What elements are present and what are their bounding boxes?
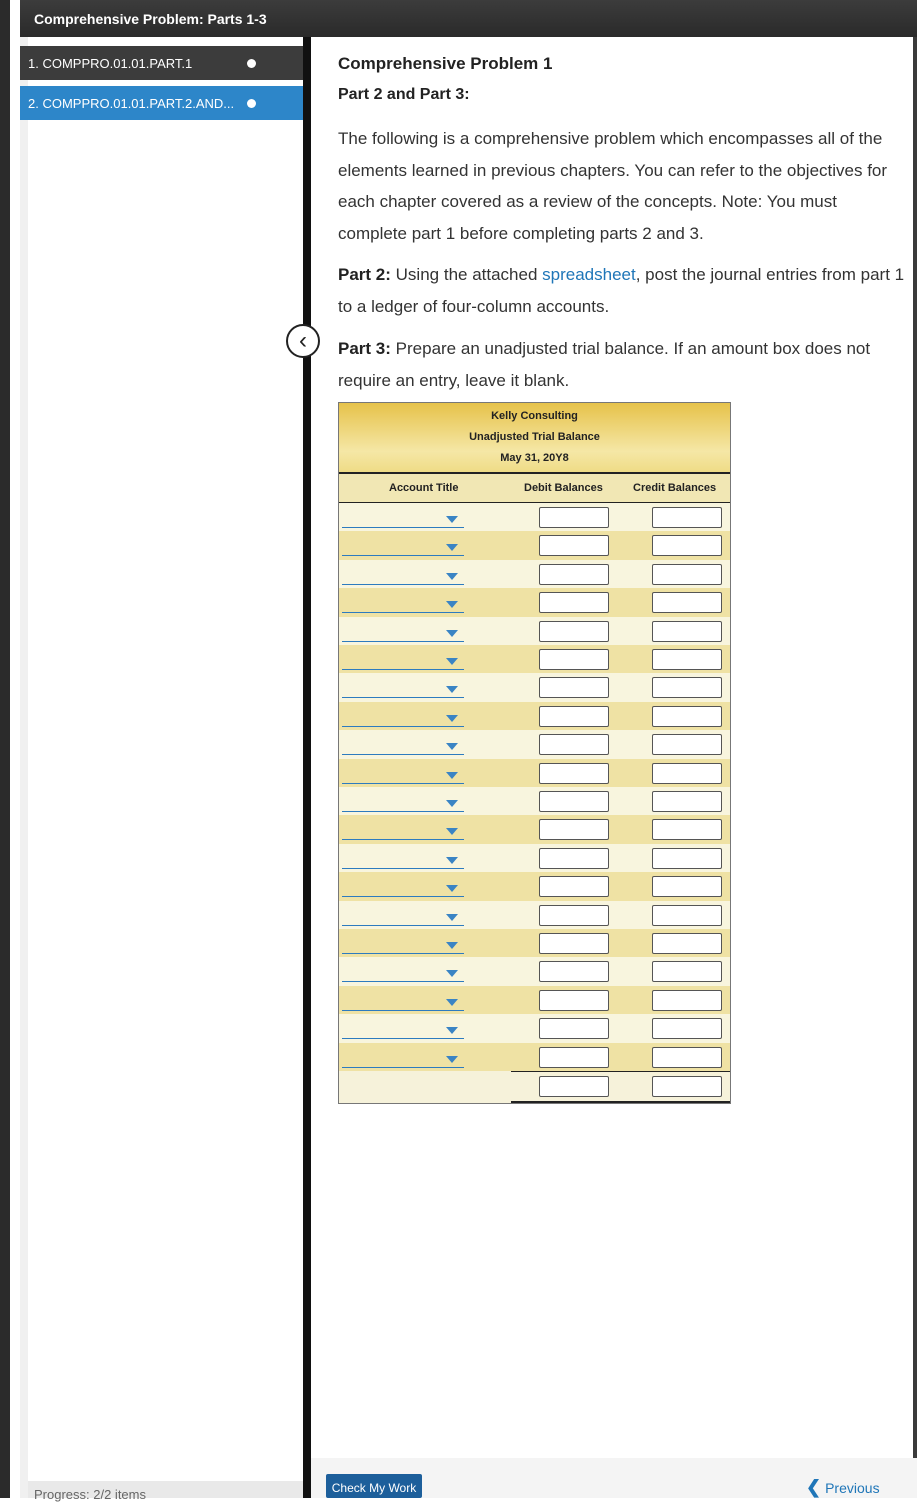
chevron-left-icon: ❮ — [806, 1477, 822, 1497]
intro-paragraph: The following is a comprehensive problem which encompasses all of the elements learned in previous chapters. You can refer to the objectives for each chapter covered as a review of the concepts. Note: You must complete part 1 before completing parts 2 and 3. — [338, 129, 888, 243]
part3-label: Part 3: — [338, 339, 391, 358]
credit-input[interactable] — [652, 763, 722, 784]
debit-input[interactable] — [539, 507, 609, 528]
dropdown-arrow-icon[interactable] — [446, 715, 458, 722]
account-title-dropdown[interactable] — [342, 584, 464, 585]
debit-input[interactable] — [539, 649, 609, 670]
debit-input[interactable] — [539, 848, 609, 869]
account-title-dropdown[interactable] — [342, 811, 464, 812]
col-credit: Credit Balances — [633, 482, 717, 494]
credit-input[interactable] — [652, 535, 722, 556]
page-subtitle: Part 2 and Part 3: — [338, 86, 470, 103]
dropdown-arrow-icon[interactable] — [446, 544, 458, 551]
debit-input[interactable] — [539, 990, 609, 1011]
account-title-dropdown[interactable] — [342, 641, 464, 642]
trial-balance-heading — [339, 403, 730, 474]
table-row — [339, 503, 730, 532]
debit-input[interactable] — [539, 1018, 609, 1039]
sidebar-item-part1[interactable] — [20, 46, 303, 80]
panel-divider[interactable] — [303, 37, 311, 1498]
spreadsheet-link[interactable]: spreadsheet — [542, 265, 636, 284]
company-name: Kelly Consulting — [491, 410, 578, 422]
total-debit-input[interactable] — [539, 1076, 609, 1097]
account-title-dropdown[interactable] — [342, 839, 464, 840]
account-title-dropdown[interactable] — [342, 896, 464, 897]
table-row — [339, 1014, 730, 1043]
dropdown-arrow-icon[interactable] — [446, 516, 458, 523]
credit-input[interactable] — [652, 819, 722, 840]
credit-input[interactable] — [652, 734, 722, 755]
column-headers — [339, 474, 730, 504]
table-row — [339, 929, 730, 958]
sidebar-item-part2-and-3[interactable] — [20, 86, 303, 120]
account-title-dropdown[interactable] — [342, 669, 464, 670]
debit-input[interactable] — [539, 564, 609, 585]
table-row — [339, 815, 730, 844]
part2-label: Part 2: — [338, 265, 391, 284]
debit-input[interactable] — [539, 819, 609, 840]
debit-input[interactable] — [539, 706, 609, 727]
debit-input[interactable] — [539, 961, 609, 982]
dropdown-arrow-icon[interactable] — [446, 1027, 458, 1034]
dropdown-arrow-icon[interactable] — [446, 828, 458, 835]
account-title-dropdown[interactable] — [342, 612, 464, 613]
table-row — [339, 957, 730, 986]
col-account-title: Account Title — [389, 482, 459, 494]
part3-text: Prepare an unadjusted trial balance. If an amount box does not require an entry, leave it blank. — [338, 339, 871, 390]
account-title-dropdown[interactable] — [342, 953, 464, 954]
part3-paragraph — [338, 333, 908, 396]
dropdown-arrow-icon[interactable] — [446, 857, 458, 864]
table-row — [339, 588, 730, 617]
debit-input[interactable] — [539, 621, 609, 642]
credit-input[interactable] — [652, 706, 722, 727]
credit-input[interactable] — [652, 905, 722, 926]
account-title-dropdown[interactable] — [342, 783, 464, 784]
credit-input[interactable] — [652, 677, 722, 698]
dropdown-arrow-icon[interactable] — [446, 743, 458, 750]
table-row — [339, 759, 730, 788]
assignment-title: Comprehensive Problem: Parts 1-3 — [34, 11, 267, 27]
credit-input[interactable] — [652, 876, 722, 897]
total-credit-input[interactable] — [652, 1076, 722, 1097]
collapse-sidebar-button[interactable] — [286, 324, 320, 358]
debit-input[interactable] — [539, 1047, 609, 1068]
table-row — [339, 617, 730, 646]
part2-text-end: , post the journal entries from part 1 to a ledger of four-column accounts. — [338, 265, 905, 316]
sidebar-item-label: 1. COMPPRO.01.01.PART.1 — [28, 56, 193, 71]
debit-input[interactable] — [539, 933, 609, 954]
dropdown-arrow-icon[interactable] — [446, 601, 458, 608]
account-title-dropdown[interactable] — [342, 555, 464, 556]
debit-input[interactable] — [539, 592, 609, 613]
debit-input[interactable] — [539, 905, 609, 926]
credit-input[interactable] — [652, 592, 722, 613]
dropdown-arrow-icon[interactable] — [446, 772, 458, 779]
page-title: Comprehensive Problem 1 — [338, 54, 553, 73]
assignment-header — [20, 0, 917, 37]
debit-input[interactable] — [539, 791, 609, 812]
account-title-dropdown[interactable] — [342, 925, 464, 926]
left-edge — [0, 0, 10, 1498]
credit-input[interactable] — [652, 564, 722, 585]
account-title-dropdown[interactable] — [342, 1067, 464, 1068]
debit-input[interactable] — [539, 535, 609, 556]
table-row — [339, 702, 730, 731]
dropdown-arrow-icon[interactable] — [446, 686, 458, 693]
credit-input[interactable] — [652, 649, 722, 670]
check-my-work-button[interactable]: Check My Work — [326, 1474, 422, 1498]
progress-text: Progress: 2/2 items — [34, 1487, 146, 1502]
report-name: Unadjusted Trial Balance — [469, 431, 600, 443]
sidebar-item-label: 2. COMPPRO.01.01.PART.2.AND... — [28, 96, 235, 111]
table-row — [339, 844, 730, 873]
trial-balance-form — [338, 402, 731, 1104]
table-row — [339, 560, 730, 589]
total-rule — [511, 1071, 730, 1072]
table-row — [339, 787, 730, 816]
status-dot-icon — [247, 99, 256, 108]
dropdown-arrow-icon[interactable] — [446, 1056, 458, 1063]
table-row — [339, 901, 730, 930]
report-date: May 31, 20Y8 — [500, 452, 569, 464]
part2-paragraph — [338, 259, 908, 322]
debit-input[interactable] — [539, 734, 609, 755]
part2-text: Using the attached — [395, 265, 538, 284]
credit-input[interactable] — [652, 507, 722, 528]
credit-input[interactable] — [652, 1047, 722, 1068]
dropdown-arrow-icon[interactable] — [446, 942, 458, 949]
table-row — [339, 531, 730, 560]
previous-button[interactable] — [806, 1477, 880, 1498]
col-debit: Debit Balances — [524, 482, 603, 494]
dropdown-arrow-icon[interactable] — [446, 573, 458, 580]
debit-input[interactable] — [539, 876, 609, 897]
dropdown-arrow-icon[interactable] — [446, 999, 458, 1006]
credit-input[interactable] — [652, 990, 722, 1011]
chevron-left-icon: ‹ — [299, 327, 307, 354]
account-title-dropdown[interactable] — [342, 527, 464, 528]
account-title-dropdown[interactable] — [342, 981, 464, 982]
table-row — [339, 986, 730, 1015]
credit-input[interactable] — [652, 791, 722, 812]
debit-input[interactable] — [539, 763, 609, 784]
dropdown-arrow-icon[interactable] — [446, 970, 458, 977]
credit-input[interactable] — [652, 961, 722, 982]
status-dot-icon — [247, 59, 256, 68]
dropdown-arrow-icon[interactable] — [446, 658, 458, 665]
question-sidebar — [20, 37, 303, 1498]
double-rule — [511, 1101, 730, 1103]
account-title-dropdown[interactable] — [342, 754, 464, 755]
table-row — [339, 1043, 730, 1072]
credit-input[interactable] — [652, 1018, 722, 1039]
progress-indicator — [28, 1481, 303, 1502]
table-row — [339, 730, 730, 759]
dropdown-arrow-icon[interactable] — [446, 885, 458, 892]
account-title-dropdown[interactable] — [342, 726, 464, 727]
table-row — [339, 673, 730, 702]
debit-input[interactable] — [539, 677, 609, 698]
previous-label: Previous — [825, 1480, 880, 1496]
account-title-dropdown[interactable] — [342, 1010, 464, 1011]
account-title-dropdown[interactable] — [342, 697, 464, 698]
table-row — [339, 872, 730, 901]
dropdown-arrow-icon[interactable] — [446, 630, 458, 637]
credit-input[interactable] — [652, 848, 722, 869]
dropdown-arrow-icon[interactable] — [446, 914, 458, 921]
table-row — [339, 645, 730, 674]
dropdown-arrow-icon[interactable] — [446, 800, 458, 807]
right-edge — [913, 0, 917, 1498]
account-title-dropdown[interactable] — [342, 1038, 464, 1039]
account-title-dropdown[interactable] — [342, 868, 464, 869]
total-row — [339, 1072, 730, 1101]
credit-input[interactable] — [652, 933, 722, 954]
credit-input[interactable] — [652, 621, 722, 642]
